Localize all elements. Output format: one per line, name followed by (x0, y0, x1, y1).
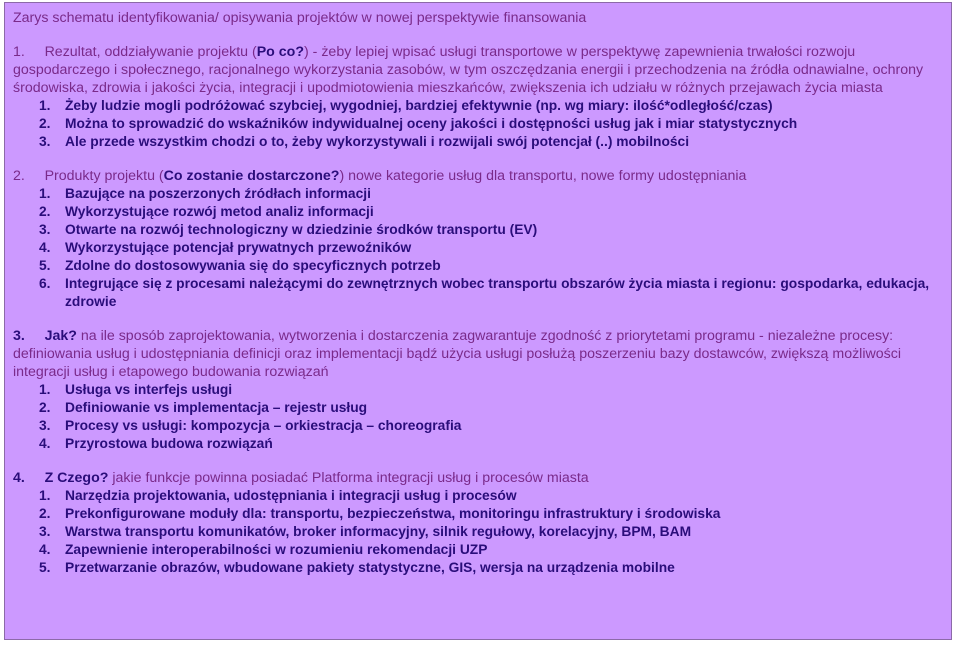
list-item: 5. Zdolne do dostosowywania się do specyficznych potrzeb (39, 258, 441, 273)
section-2-pre: Produkty projektu ( (44, 168, 164, 184)
section-1-text (13, 43, 943, 97)
list-item: 2. Wykorzystujące rozwój metod analiz informacji (39, 204, 374, 219)
section-4-key: Z Czego? (44, 470, 109, 486)
section-3 (13, 327, 943, 453)
list-item: 4. Zapewnienie interoperabilności w rozumieniu rekomendacji UZP (39, 542, 488, 557)
section-2-list (13, 185, 943, 311)
slide (4, 2, 952, 640)
section-1-key: Po co? (256, 44, 304, 60)
section-1 (13, 43, 943, 151)
list-item: 3. Warstwa transportu komunikatów, broker informacyjny, silnik regułowy, korelacyjny, BPM, BAM (39, 524, 692, 539)
section-4 (13, 469, 943, 577)
section-3-text (13, 327, 943, 381)
section-2-key: Co zostanie dostarczone? (163, 168, 340, 184)
section-4-post: jakie funkcje powinna posiadać Platforma integracji usług i procesów miasta (108, 470, 589, 486)
list-item: 3. Procesy vs usługi: kompozycja – orkiestracja – choreografia (39, 418, 462, 433)
section-4-num: 4. (13, 470, 25, 486)
list-item: 5. Przetwarzanie obrazów, wbudowane pakiety statystyczne, GIS, wersja na urządzenia mobilne (39, 560, 675, 575)
list-item: 1. Bazujące na poszerzonych źródłach informacji (39, 186, 371, 201)
section-4-text (13, 469, 943, 487)
section-2 (13, 167, 943, 311)
list-item: 4. Przyrostowa budowa rozwiązań (39, 436, 273, 451)
section-1-num: 1. (13, 44, 25, 60)
list-item: 2. Można to sprowadzić do wskaźników indywidualnej oceny jakości i dostępności usług jak i miar statystycznych (39, 116, 798, 131)
section-2-num: 2. (13, 168, 25, 184)
section-1-pre: Rezultat, oddziaływanie projektu ( (44, 44, 257, 60)
section-3-post: na ile sposób zaprojektowania, wytworzenia i dostarczenia zagwarantuje zgodność z priorytetami programu - niezależne procesy: definiowania usług i udostępniania definicji oraz implementacji bądź użycia usługi posłużą poszerzeniu bazy dostawców, zwiększą możliwości integracji usług i etapowego budowania rozwiązań (13, 328, 901, 380)
list-item: 3. Otwarte na rozwój technologiczny w dziedzinie środków transportu (EV) (39, 222, 538, 237)
section-2-text (13, 167, 943, 185)
list-item: 1. Żeby ludzie mogli podróżować szybciej, wygodniej, bardziej efektywnie (np. wg miary: ilość*odległość/czas) (39, 98, 773, 113)
section-3-num: 3. (13, 328, 25, 344)
section-1-post: ) - żeby lepiej wpisać usługi transportowe w perspektywę zapewnienia trwałości rozwoju gospodarczego i społecznego, racjonalnego wykorzystania zasobów, w tym oszczędzania energii i przechodzenia na źródła odnawialne, ochrony środowiska, zdrowia i jakości życia, integracji i upodmiotowienia mieszkańców, zwiększenia ich udziału w różnych przejawach życia miasta (13, 44, 924, 96)
section-1-list (13, 97, 943, 151)
list-item: 1. Usługa vs interfejs usługi (39, 382, 233, 397)
section-3-key: Jak? (44, 328, 77, 344)
section-2-post: ) nowe kategorie usług dla transportu, nowe formy udostępniania (339, 168, 747, 184)
section-4-list (13, 487, 943, 577)
list-item: 3. Ale przede wszystkim chodzi o to, żeby wykorzystywali i rozwijali swój potencjał (..) mobilności (39, 134, 690, 149)
page-title: Zarys schematu identyfikowania/ opisywania projektów w nowej perspektywie finansowania (13, 10, 587, 26)
list-item: 2. Prekonfigurowane moduły dla: transportu, bezpieczeństwa, monitoringu infrastruktury i środowiska (39, 506, 721, 521)
list-item: 2. Definiowanie vs implementacja – rejestr usług (39, 400, 368, 415)
list-item: 4. Wykorzystujące potencjał prywatnych przewoźników (39, 240, 412, 255)
list-item: 6. Integrujące się z procesami należącymi do zewnętrznych wobec transportu obszarów życia miasta i regionu: gospodarka, edukacja, zdrowie (39, 276, 930, 309)
section-3-list (13, 381, 943, 453)
list-item: 1. Narzędzia projektowania, udostępniania i integracji usług i procesów (39, 488, 517, 503)
